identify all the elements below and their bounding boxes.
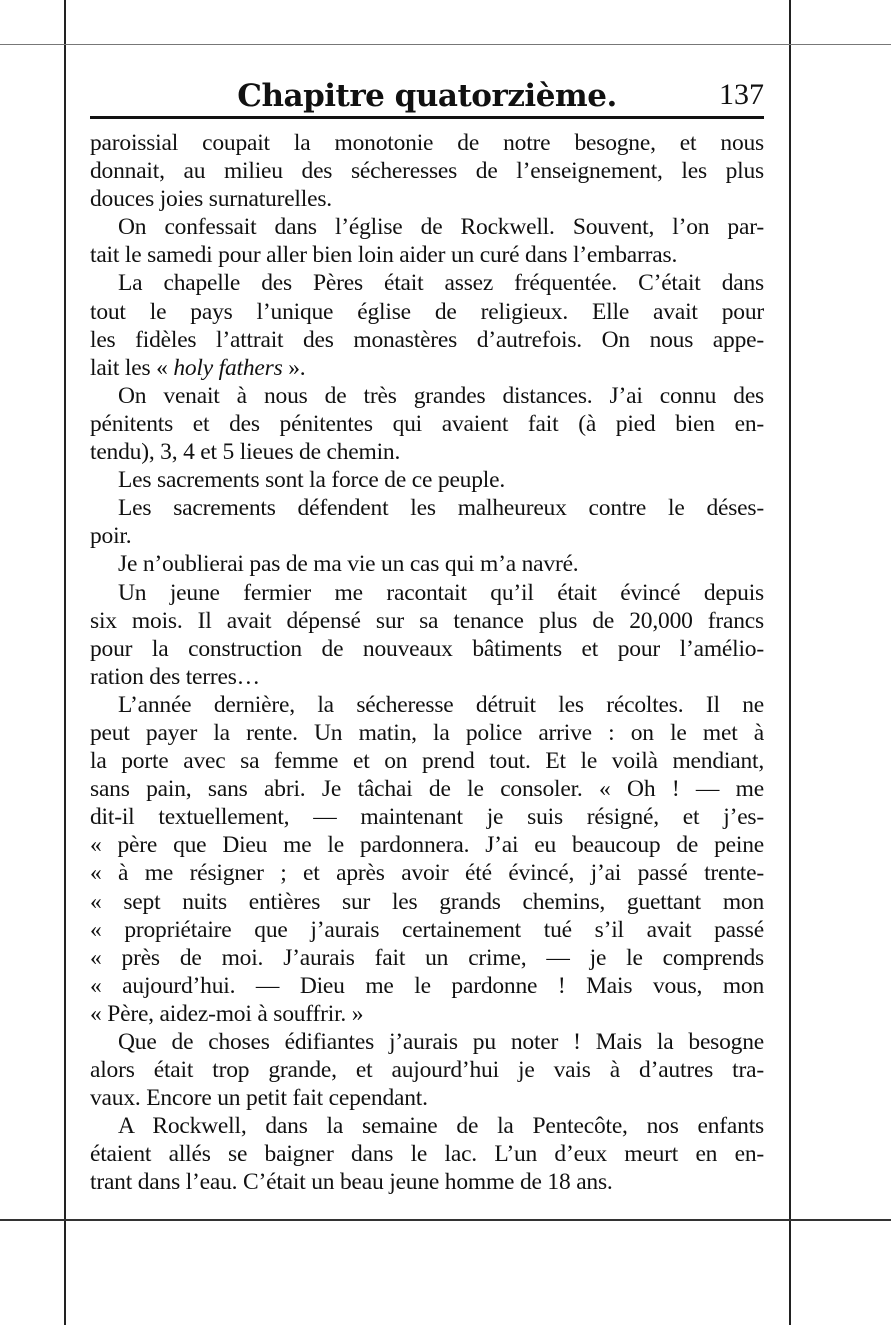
italic-phrase: holy fathers — [173, 354, 283, 381]
text-line: « Père, aidez-moi à souffrir. » — [90, 1000, 364, 1027]
text-line: dit-il textuellement, — maintenant je suis résigné, et j’es- — [90, 804, 764, 831]
text-line: « sept nuits entières sur les grands chemins, guettant mon — [90, 888, 764, 915]
text-line: L’année dernière, la sécheresse détruit les récoltes. Il ne — [118, 691, 764, 718]
text-line: six mois. Il avait dépensé sur sa tenance plus de 20,000 francs — [90, 607, 764, 634]
text-line: alors était trop grande, et aujourd’hui je vais à d’autres tra- — [90, 1057, 764, 1084]
text-line: trant dans l’eau. C’était un beau jeune homme de 18 ans. — [90, 1169, 613, 1196]
text-line: On confessait dans l’église de Rockwell. Souvent, l’on par- — [118, 214, 764, 241]
text-line: Que de choses édifiantes j’aurais pu noter ! Mais la besogne — [118, 1029, 764, 1055]
text-line: « propriétaire que j’aurais certainement tué s’il avait passé — [90, 916, 764, 943]
text-line: « aujourd’hui. — Dieu me le pardonne ! Mais vous, mon — [90, 972, 764, 999]
text-line: la porte avec sa femme et on prend tout. Et le voilà mendiant, — [90, 748, 764, 775]
text-line: douces joies surnaturelles. — [90, 186, 332, 213]
text-line: pour la construction de nouveaux bâtiments et pour l’amélio- — [90, 635, 764, 662]
text-line: lait les « holy fathers ». — [90, 354, 306, 381]
body-text — [90, 129, 764, 1197]
text-line: les fidèles l’attrait des monastères d’autrefois. On nous appe- — [90, 326, 764, 353]
text-line: Les sacrements sont la force de ce peuple. — [118, 467, 506, 494]
text-line: sans pain, sans abri. Je tâchai de le consoler. « Oh ! — me — [90, 776, 764, 803]
text-line: vaux. Encore un petit fait cependant. — [90, 1085, 428, 1112]
text-line: peut payer la rente. Un matin, la police arrive : on le met à — [90, 719, 764, 746]
text-line: donnait, au milieu des sécheresses de l’enseignement, les plus — [90, 158, 764, 185]
text-line: pénitents et des pénitentes qui avaient fait (à pied bien en- — [90, 410, 764, 437]
text-line: tendu), 3, 4 et 5 lieues de chemin. — [90, 439, 401, 466]
text-line: tout le pays l’unique église de religieux. Elle avait pour — [90, 298, 764, 325]
text-line: Les sacrements défendent les malheureux contre le déses- — [118, 495, 764, 522]
text-line: « père que Dieu me le pardonnera. J’ai eu beaucoup de peine — [90, 832, 764, 859]
page-border-left — [64, 0, 66, 1325]
text-line: étaient allés se baigner dans le lac. L’un d’eux meurt en en- — [90, 1141, 764, 1168]
text-line: Je n’oublierai pas de ma vie un cas qui m’a navré. — [118, 551, 579, 578]
text-line: « à me résigner ; et après avoir été évincé, j’ai passé trente- — [90, 860, 764, 887]
scan-edge-top — [0, 44, 891, 45]
page-border-right — [789, 0, 791, 1325]
text-line: « près de moi. J’aurais fait un crime, — je le comprends — [90, 944, 764, 971]
page-number: 137 — [719, 78, 764, 111]
text-line: tait le samedi pour aller bien loin aider un curé dans l’embarras. — [90, 242, 678, 269]
text-line: La chapelle des Pères était assez fréquentée. C’était dans — [118, 270, 764, 297]
chapter-title: Chapitre quatorzième. — [237, 78, 617, 114]
text-line: A Rockwell, dans la semaine de la Pentecôte, nos enfants — [118, 1113, 764, 1140]
text-line: ration des terres… — [90, 663, 260, 690]
running-header — [90, 72, 764, 116]
text-line: paroissial coupait la monotonie de notre besogne, et nous — [90, 130, 764, 156]
text-line: Un jeune fermier me racontait qu’il était évincé depuis — [118, 579, 764, 606]
header-rule — [90, 116, 764, 119]
text-line: poir. — [90, 523, 132, 550]
text-line: On venait à nous de très grandes distances. J’ai connu des — [118, 382, 764, 409]
scan-edge-bottom — [0, 1219, 891, 1221]
